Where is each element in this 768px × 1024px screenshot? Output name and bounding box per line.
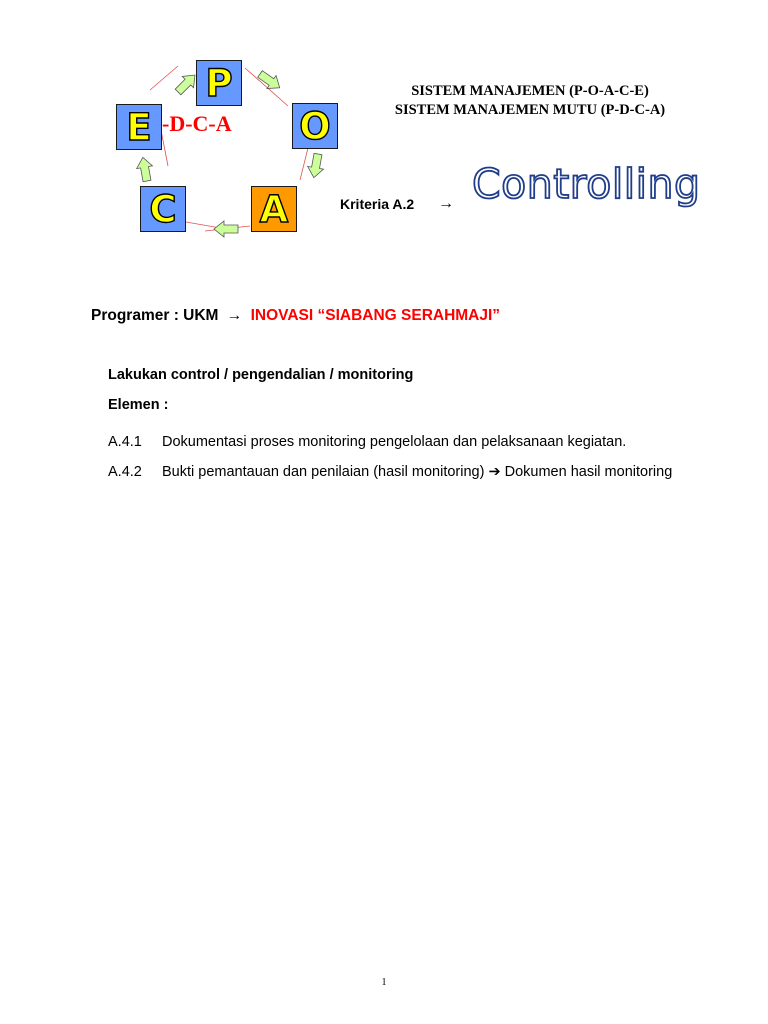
- letter-e: E: [126, 105, 152, 149]
- arrow-o-to-a: [306, 153, 326, 179]
- arrow-a-to-c: [214, 221, 238, 237]
- letter-c: C: [149, 187, 177, 231]
- box-p: [196, 60, 242, 106]
- item-number: A.4.2: [108, 464, 142, 480]
- instruction-text: Lakukan control / pengendalian / monitoring: [108, 367, 414, 383]
- page-number: 1: [381, 977, 387, 988]
- box-c: [140, 186, 186, 232]
- dca-label: -D-C-A: [162, 111, 232, 136]
- box-e-wrap: [116, 104, 276, 150]
- box-a: [251, 186, 297, 232]
- elements-heading: Elemen :: [108, 397, 169, 413]
- item-text: Bukti pemantauan dan penilaian (hasil monitoring) ➔ Dokumen hasil monitoring: [162, 464, 673, 480]
- item-number: A.4.1: [108, 434, 142, 450]
- kriteria-arrow: →: [438, 195, 454, 212]
- programer-highlight: INOVASI “SIABANG SERAHMAJI”: [250, 307, 501, 324]
- box-o: [292, 103, 338, 149]
- programer-line: [91, 307, 500, 325]
- programer-arrow: →: [226, 307, 243, 324]
- header-title-1: SISTEM MANAJEMEN (P-O-A-C-E): [411, 83, 649, 99]
- header-title-2: SISTEM MANAJEMEN MUTU (P-D-C-A): [394, 102, 666, 118]
- header-titles: [340, 82, 720, 120]
- letter-a: A: [259, 187, 289, 231]
- box-e: [116, 104, 162, 150]
- letter-p: P: [205, 61, 233, 105]
- controlling-title: Controlling: [472, 160, 701, 208]
- kriteria-label: Kriteria A.2: [340, 196, 415, 212]
- letter-o: O: [299, 104, 331, 148]
- item-text: Dokumentasi proses monitoring pengelolaan dan pelaksanaan kegiatan.: [162, 434, 627, 450]
- programer-label: Programer : UKM: [91, 307, 219, 324]
- arrow-c-to-e: [135, 156, 155, 182]
